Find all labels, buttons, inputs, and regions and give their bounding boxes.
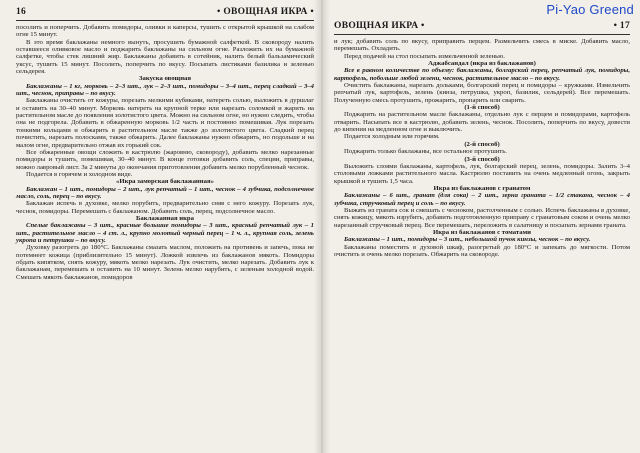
right-page-number-wrap xyxy=(614,21,630,31)
right-ingredients-text: Баклажаны – 6 шт., гранат (для сока) – 2 шт., зерна граната – 1/2 стакана, чеснок – 4 зубчика, стручковый перец и соль – по вкусу. xyxy=(334,192,630,207)
right-page-number: 17 xyxy=(619,21,630,31)
right-running-title: ОВОЩНАЯ ИКРА • xyxy=(334,21,425,31)
left-recipe-heading: «Икра заморская баклажанная» xyxy=(116,178,214,186)
right-paragraph: Выложить слоями баклажаны, картофель, лук, болгарский перец, зелень, помидоры. Залить 3–4 столовыми ложками растительного масла. Кастрюлю поставить на очень медленный огонь, закрыть крышкой и тушить 1,5 часа. xyxy=(334,162,630,185)
right-recipe-heading: (1-й способ) xyxy=(464,104,500,112)
left-paragraph: Подается в горячем и холодном виде. xyxy=(26,170,133,178)
right-page xyxy=(322,0,640,453)
left-paragraph: Все обжаренные овощи сложить в кастрюлю (жаровню, сковороду), добавить мелко нарезанные помидоры и тушить, помешивая, 30–40 минут. В конце готовки добавить соль, специи, приправы, можно лавровый лист. За 2 минуты до окончания приготовления добавить мелко порубленный чеснок. xyxy=(16,148,314,171)
left-paragraph: В это время баклажаны немного вынуть, просушить бумажной салфеткой. В сковороду налить оставшееся оливковое масло и поджарить баклажаны на сильном огне. Разложить их на бумажной салфетке, чтобы стек лишний жир. Баклажаны добавить в сотейник, налить белый бальзамический уксус, тушить 15 минут. Посолить, поперчить по вкусу. Посыпать листиками базилика и зеленью сельдерея. xyxy=(16,38,314,76)
right-ingredients-text: Все в равном количестве по объему: баклажаны, болгарский перец, репчатый лук, помидоры, картофель, побольше любой зелени, чеснок, растительное масло – по вкусу. xyxy=(334,67,630,82)
right-ingredients-text: Баклажаны – 1 шт., помидоры – 3 шт., небольшой пучок кинзы, чеснок – по вкусу. xyxy=(344,236,591,244)
left-paragraph: Баклажан испечь в духовке, мелко порубить, предварительно сняв с него кожуру. Порезать лук, чеснок, помидоры. Перемешать с баклажаном. Добавить соль, перец, подсолнечное масло. xyxy=(16,200,314,215)
right-paragraph: Баклажаны поместить в духовой шкаф, разогретый до 180°С и запекать до мягкости. Потом очистить и очень мелко порезать. Обжарить на сковороде. xyxy=(334,243,630,258)
right-paragraph: Очистить баклажаны, нарезать дольками, болгарский перец и помидоры – кружками. Измельчить репчатый лук, картофель, зелень (кинза, петрушка, укроп, базилик, сельдерей). Все перемешать. Полученную смесь протушить, прожарить, пропарить или сварить. xyxy=(334,82,630,104)
left-page-number: 16 xyxy=(16,7,27,17)
right-page-body xyxy=(334,38,630,258)
left-page-body xyxy=(16,24,314,281)
left-page-header xyxy=(16,6,314,21)
left-running-title: • ОВОЩНАЯ ИКРА • xyxy=(217,7,314,17)
right-paragraph: Перед подачей на стол посыпать измельченной зеленью. xyxy=(344,52,505,60)
left-paragraph: Баклажаны очистить от кожуры, порезать мелкими кубиками, натереть солью, выложить в дуршлаг и оставить на 30–40 минут. Морковь натереть на крупной терке или нарезать соломкой и жарить на растительном масле до появления золотистого цвета. Можно на сильном огне, но нужно следить, чтобы она не подгорела. Добавить в обжаренную морковь 1/2 часть и постоянно помешивая. Лук порезать тонкими кольцами и обжарить в растительном масле также до золотистого цвета. Сладкий перец почистить, нарезать полосками, также обжарить. Далее баклажаны нужно обжарить, но подольше и на малом огне, предварительно отжав их горький сок. xyxy=(16,97,314,149)
right-recipe-heading: Икра из баклажанов с гранатом xyxy=(433,184,531,192)
right-paragraph: Подается холодным или горячим. xyxy=(344,133,440,141)
left-recipe-heading: Баклажанная икра xyxy=(135,214,195,222)
left-recipe-heading: Закуска овощная xyxy=(138,75,192,83)
left-ingredients-text: Баклажан – 1 шт., помидоры – 2 шт., лук репчатый – 1 шт., чеснок – 4 зубчика, подсолнечное масло, соль, перец – по вкусу. xyxy=(16,185,314,200)
right-paragraph: и лук; добавить соль по вкусу, приправить перцем. Размельчить смесь в миске. Добавить масло, перемешать. Охладить. xyxy=(334,38,630,53)
right-paragraph: Поджарить на растительном масле баклажаны, отдельно лук с перцем и помидорами, картофель отварить. Насыпать все в кастрюлю, добавить зелень, чеснок. Посолить, поперчить по вкусу, довести до кипения на медленном огне и выключить. xyxy=(334,111,630,134)
right-recipe-heading: Аджабсандал (икра из баклажанов) xyxy=(428,60,536,68)
right-paragraph: Поджарить только баклажаны, все остальное протушить. xyxy=(344,148,507,156)
right-recipe-heading: (3-й способ) xyxy=(464,155,500,163)
right-recipe-heading: (2-й способ) xyxy=(464,140,500,148)
right-paragraph: Выжать из граната сок и смешать с чесноком, растолченным с солью. Испечь баклажаны в духовке, снять кожицу, мякоть изрубить, добавить подготовленную приправу с гранатовым соком и очень мелко нарезанный стручковый перец. Все перемешать, переложить в салатницу и посыпать зернами граната. xyxy=(334,206,630,229)
right-recipe-heading: Икра из баклажанов с томатами xyxy=(433,228,531,236)
left-paragraph: посолить и поперчить. Добавить помидоры, оливки и каперсы, тушить с открытой крышкой на слабом огне 15 минут. xyxy=(16,24,314,39)
right-page-header xyxy=(334,20,630,35)
left-ingredients-text: Баклажаны – 1 кг, морковь – 2–3 шт., лук – 2–3 шт., помидоры – 3–4 шт., перец сладкий – 3–4 шт., чеснок, приправы – по вкусу. xyxy=(16,82,314,98)
left-ingredients-text: Спелые баклажаны – 3 шт., красные большие помидоры – 3 шт., красный репчатый лук – 1 шт., растительное масло – 4 ст. л., крупно молотый черный перец – 1 ч. л., крупная соль, зелень укропа и петрушки – по вкусу. xyxy=(16,222,314,244)
watermark-text: Pi-Yao Greend xyxy=(546,2,634,17)
left-paragraph: Духовку разогреть до 180°С. Баклажаны смазать маслом, положить на противень и запечь, пока не потемнеет кожица (приблизительно 15 минут). Ложкой извлечь из баклажанов мякоть. Помидоры обдать кипятком, снять кожуру, мякоть мелко нарезать. Лук очистить, мелко нарезать. Добавить лук к баклажанам, перемешать и оставить на 10 минут. Зелень мелко нарубить, с зеленым холодной водой. Смешать мякоть баклажанов, помидоров xyxy=(16,244,314,281)
right-header-dot: • xyxy=(613,21,618,31)
